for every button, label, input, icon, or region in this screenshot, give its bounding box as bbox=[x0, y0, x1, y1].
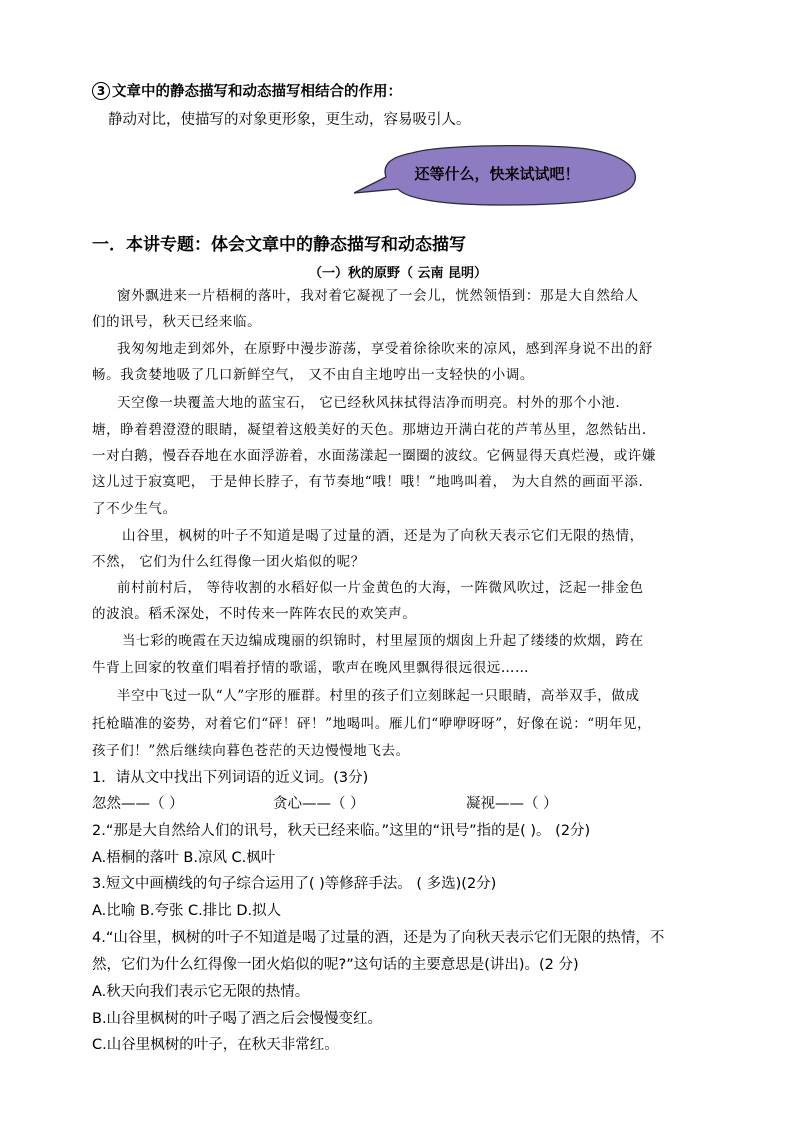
passage-line: 了不少生气。 bbox=[92, 501, 177, 517]
section-title: 一．本讲专题：体会文章中的静态描写和动态描写 bbox=[92, 235, 466, 255]
passage-line: 托枪瞄准的姿势，对着它们“砰！砰！”地喝叫。雁儿们“咿咿呀呀”，好像在说：“明年见， bbox=[92, 716, 652, 732]
speech-bubble-text: 还等什么，快来试试吧！ bbox=[414, 165, 580, 183]
note-body: 静动对比，使描写的对象更形象，更生动，容易吸引人。 bbox=[108, 112, 471, 128]
passage-line: 这儿过于寂寞吧， 于是伸长脖子，有节奏地“哦！哦！”地鸣叫着， 为大自然的画面平添. bbox=[92, 474, 644, 490]
passage-line: 的波浪。稻禾深处，不时传来一阵阵农民的欢笑声。 bbox=[92, 606, 417, 622]
passage-line: 塘，睁着碧澄澄的眼睛，凝望着这般美好的天色。那塘边开满白花的芦苇丛里，忽然钻出. bbox=[92, 422, 647, 438]
question-1-stem: 1．请从文中找出下列词语的近义词。(3分) bbox=[92, 770, 369, 786]
question-4-stem-line-1: 4.“山谷里，枫树的叶子不知道是喝了过量的酒，还是为了向秋天表示它们无限的热情，不 bbox=[92, 930, 665, 946]
passage-line: 半空中飞过一队“人”字形的雁群。村里的孩子们立刻眯起一只眼睛，高举双手，做成 bbox=[117, 688, 640, 704]
passage-line: 天空像一块覆盖大地的蓝宝石， 它已经秋风抹拭得洁净而明亮。村外的那个小池. bbox=[117, 395, 621, 411]
question-4-option-a: A.秋天向我们表示它无限的热情。 bbox=[92, 984, 310, 1000]
passage-line: 我匆匆地走到郊外，在原野中漫步游荡，享受着徐徐吹来的凉风，感到浑身说不出的舒 bbox=[117, 341, 653, 357]
passage-line: 山谷里，枫树的叶子不知道是喝了过量的酒，还是为了向秋天表示它们无限的热情， bbox=[122, 528, 644, 544]
question-1-item-1: 忽然——（ ） bbox=[92, 796, 184, 812]
passage-line: 一对白鹅，慢吞吞地在水面浮游着，水面荡漾起一圈圈的波纹。它俩显得天真烂漫，或许嫌 bbox=[92, 448, 656, 464]
question-3-stem: 3.短文中画横线的句子综合运用了( )等修辞手法。 ( 多选)(2分) bbox=[92, 876, 497, 892]
note-heading-text: 文章中的静态描写和动态描写相结合的作用： bbox=[112, 84, 402, 100]
note-heading bbox=[92, 82, 402, 102]
passage-line: 孩子们！”然后继续向暮色苍茫的天边慢慢地飞去。 bbox=[92, 743, 410, 759]
passage-line: 当七彩的晚霞在天边编成瑰丽的织锦时，村里屋顶的烟囱上升起了缕缕的炊烟，跨在 bbox=[122, 633, 644, 649]
question-4-option-b: B.山谷里枫树的叶子喝了酒之后会慢慢变红。 bbox=[92, 1011, 383, 1027]
passage-line: 不然， 它们为什么红得像一团火焰似的呢？ bbox=[92, 554, 365, 570]
question-3-options: A.比喻 B.夸张 C.排比 D.拟人 bbox=[92, 903, 282, 919]
circled-number-marker: 3 bbox=[92, 82, 110, 100]
question-2-stem: 2.“那是大自然给人们的讯号，秋天已经来临。”这里的“讯号”指的是( )。 (2分) bbox=[92, 823, 591, 839]
question-2-options: A.梧桐的落叶 B.凉风 C.枫叶 bbox=[92, 850, 276, 866]
passage-line: 牛背上回家的牧童们唱着抒情的歌谣，歌声在晚风里飘得很远很远…… bbox=[92, 660, 530, 676]
question-1-item-2: 贪心——（ ） bbox=[273, 796, 365, 812]
speech-bubble bbox=[352, 143, 642, 209]
question-4-stem-line-2: 然，它们为什么红得像一团火焰似的呢?”这句话的主要意思是(讲出)。(2 分) bbox=[92, 957, 579, 973]
passage-line: 前村前村后， 等待收割的水稻好似一片金黄色的大海，一阵微风吹过，泛起一排金色 bbox=[117, 580, 644, 596]
passage-subtitle: （一）秋的原野（ 云南 昆明） bbox=[309, 266, 488, 281]
passage-line: 畅。我贪婪地吸了几口新鲜空气， 又不由自主地哼出一支轻快的小调。 bbox=[92, 367, 534, 383]
question-4-option-c: C.山谷里枫树的叶子，在秋天非常红。 bbox=[92, 1037, 339, 1053]
question-1-item-3: 凝视——（ ） bbox=[466, 796, 558, 812]
passage-line: 窗外飘进来一片梧桐的落叶，我对着它凝视了一会儿，恍然领悟到：那是大自然给人 bbox=[117, 288, 639, 304]
passage-line: 们的讯号，秋天已经来临。 bbox=[92, 314, 262, 330]
